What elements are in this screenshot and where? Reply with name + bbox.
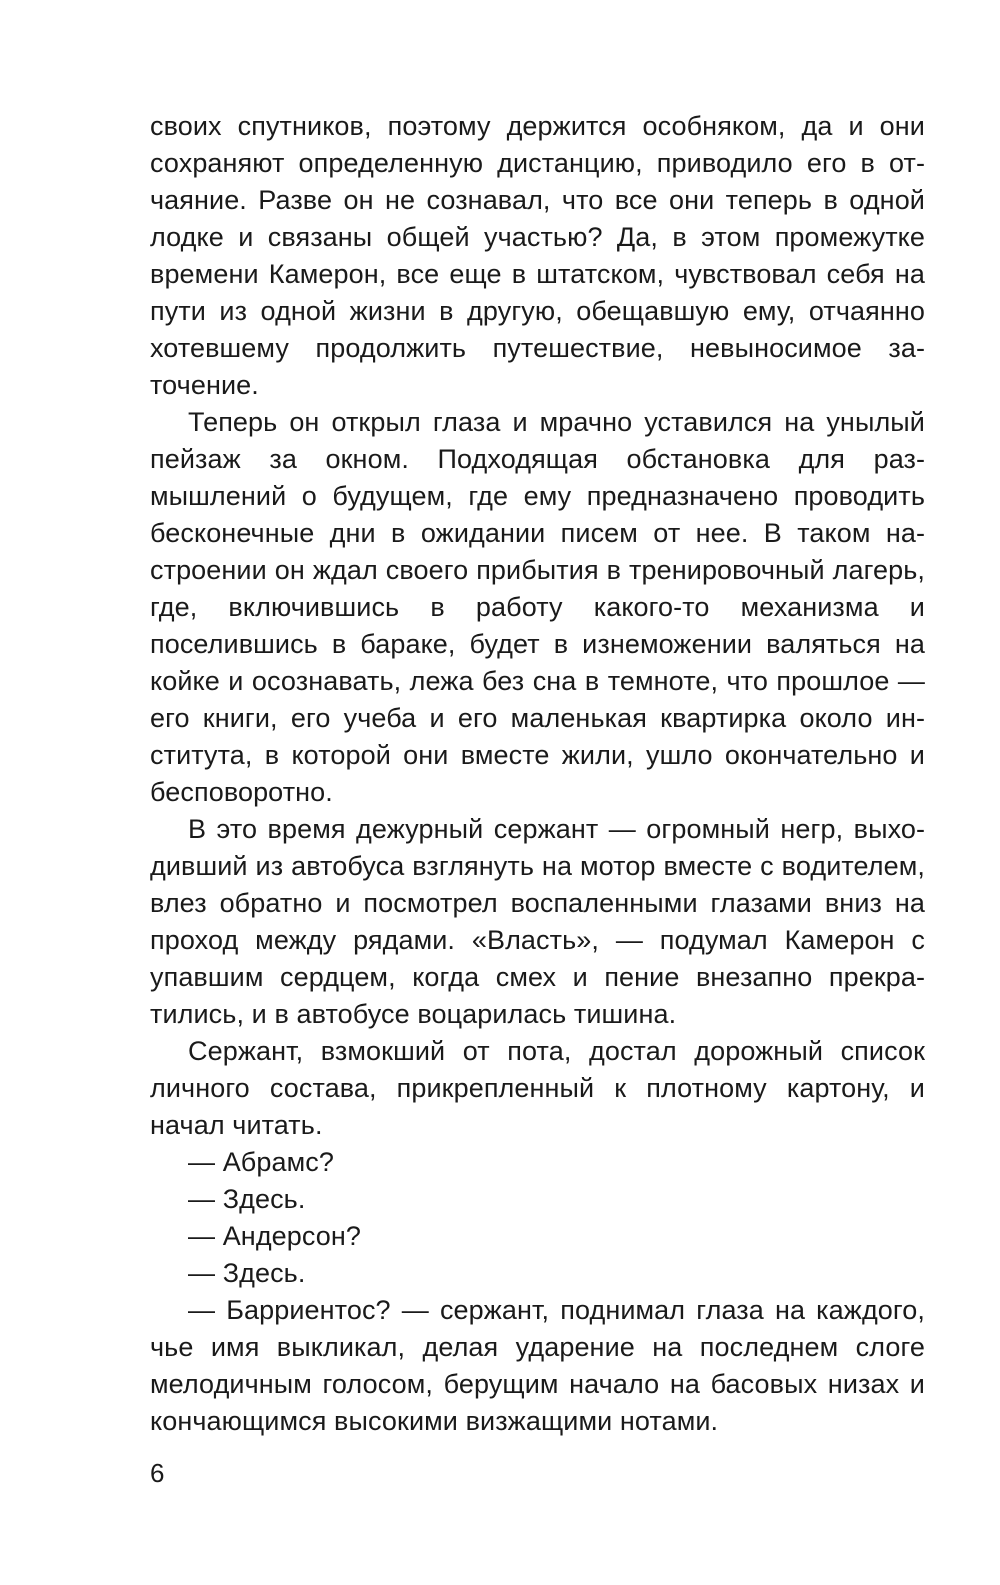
dialogue-line: — Здесь.	[188, 1184, 306, 1214]
paragraph: Сержант, взмокший от пота, достал дорожный список личного состава, прикрепленный к плотному картону, и начал читать.	[150, 1036, 925, 1140]
dialogue-line: — Барриентос? — сержант, поднимал глаза на каждого, чье имя выкликал, делая ударение на последнем слоге мелодичным голосом, берущим начало на басовых низах и кончающимся высокими визжащими нотами.	[150, 1295, 925, 1436]
paragraph-continuation: своих спутников, поэтому держится особняком, да и они сохраняют определенную дистанцию, приводило его в отчаяние. Разве он не сознавал, что все они теперь в одной лодке и связаны общей участью? Да, в этом промежутке времени Камерон, все еще в штатском, чувствовал себя на пути из одной жизни в другую, обещавшую ему, отчаянно хотевшему продолжить путешествие, невыносимое заточение.	[150, 111, 925, 400]
paragraph: В это время дежурный сержант — огромный негр, выходивший из автобуса взглянуть на мотор вместе с водителем, влез обратно и посмотрел воспаленными глазами вниз на проход между рядами. «Власть», — подумал Камерон с упавшим сердцем, когда смех и пение внезапно прекратились, и в автобусе воцарилась тишина.	[150, 814, 925, 1029]
body-text	[150, 108, 925, 1440]
dialogue-line: — Здесь.	[188, 1258, 306, 1288]
paragraph: Теперь он открыл глаза и мрачно уставился на унылый пейзаж за окном. Подходящая обстановка для размышлений о будущем, где ему предназначено проводить бесконечные дни в ожидании писем от нее. В таком настроении он ждал своего прибытия в тренировочный лагерь, где, включившись в работу какого-то механизма и поселившись в бараке, будет в изнеможении валяться на койке и осознавать, лежа без сна в темноте, что прошлое — его книги, его учеба и его маленькая квартирка около института, в которой они вместе жили, ушло окончательно и бесповоротно.	[150, 407, 925, 807]
page-number: 6	[150, 1458, 165, 1488]
dialogue-line: — Абрамс?	[188, 1147, 334, 1177]
dialogue-line: — Андерсон?	[188, 1221, 362, 1251]
